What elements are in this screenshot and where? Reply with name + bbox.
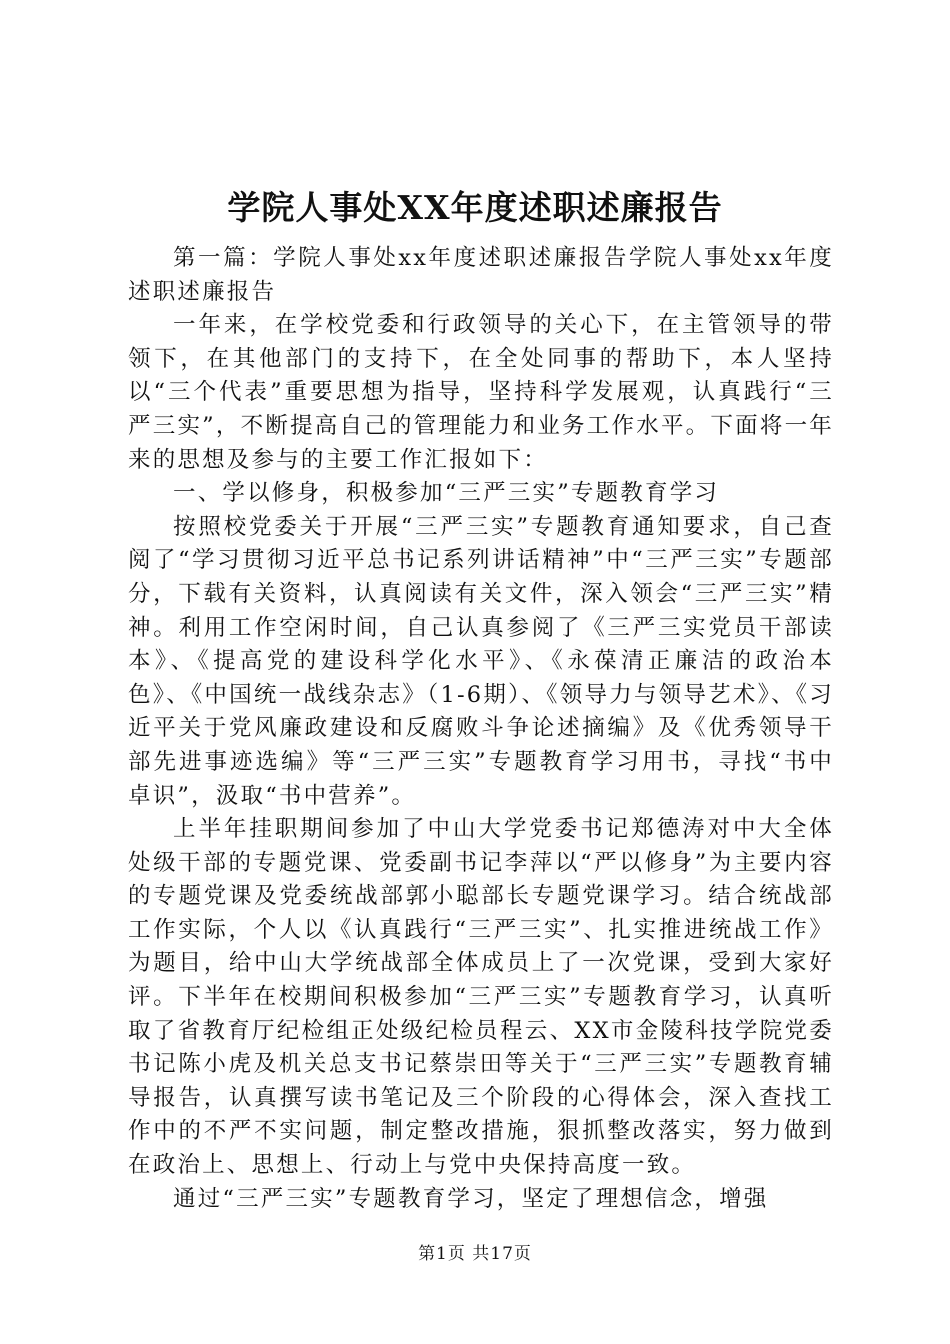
paragraph-intro: 第一篇：学院人事处xx年度述职述廉报告学院人事处xx年度述职述廉报告 bbox=[128, 245, 834, 305]
document-body bbox=[128, 242, 834, 1216]
section-heading-1: 一、学以修身，积极参加“三严三实”专题教育学习 bbox=[173, 480, 720, 507]
paragraph-study: 按照校党委关于开展“三严三实”专题教育通知要求，自己查阅了“学习贯彻习近平总书记系列讲话精神”中“三严三实”专题部分，下载有关资料，认真阅读有关文件，深入领会“三严三实”精神。利用工作空闲时间，自己认真参阅了《三严三实党员干部读本》、《提高党的建设科学化水平》、《永葆清正廉洁的政治本色》、《中国统一战线杂志》（1-6期）、《领导力与领导艺术》、《习近平关于党风廉政建设和反腐败斗争论述摘编》及《优秀领导干部先进事迹选编》等“三严三实”专题教育学习用书，寻找“书中卓识”，汲取“书中营养”。 bbox=[128, 513, 834, 809]
page-number-footer: 第1页 共17页 bbox=[418, 1244, 532, 1264]
paragraph-secondment: 上半年挂职期间参加了中山大学党委书记郑德涛对中大全体处级干部的专题党课、党委副书记李萍以“严以修身”为主要内容的专题党课及党委统战部郭小聪部长专题党课学习。结合统战部工作实际，个人以《认真践行“三严三实”、扎实推进统战工作》为题目，给中山大学统战部全体成员上了一次党课，受到大家好评。下半年在校期间积极参加“三严三实”专题教育学习，认真听取了省教育厅纪检组正处级纪检员程云、XX市金陵科技学院党委书记陈小虎及机关总支书记蔡崇田等关于“三严三实”专题教育辅导报告，认真撰写读书笔记及三个阶段的心得体会，深入查找工作中的不严不实问题，制定整改措施，狠抓整改落实，努力做到在政治上、思想上、行动上与党中央保持高度一致。 bbox=[128, 816, 834, 1179]
document-title: 学院人事处XX年度述职述廉报告 bbox=[227, 188, 723, 227]
paragraph-overview: 一年来，在学校党委和行政领导的关心下，在主管领导的带领下，在其他部门的支持下，在全处同事的帮助下，本人坚持以“三个代表”重要思想为指导，坚持科学发展观，认真践行“三严三实”，不断提高自己的管理能力和业务工作水平。下面将一年来的思想及参与的主要工作汇报如下： bbox=[128, 312, 834, 473]
paragraph-conclusion: 通过“三严三实”专题教育学习，坚定了理想信念，增强 bbox=[173, 1185, 769, 1212]
